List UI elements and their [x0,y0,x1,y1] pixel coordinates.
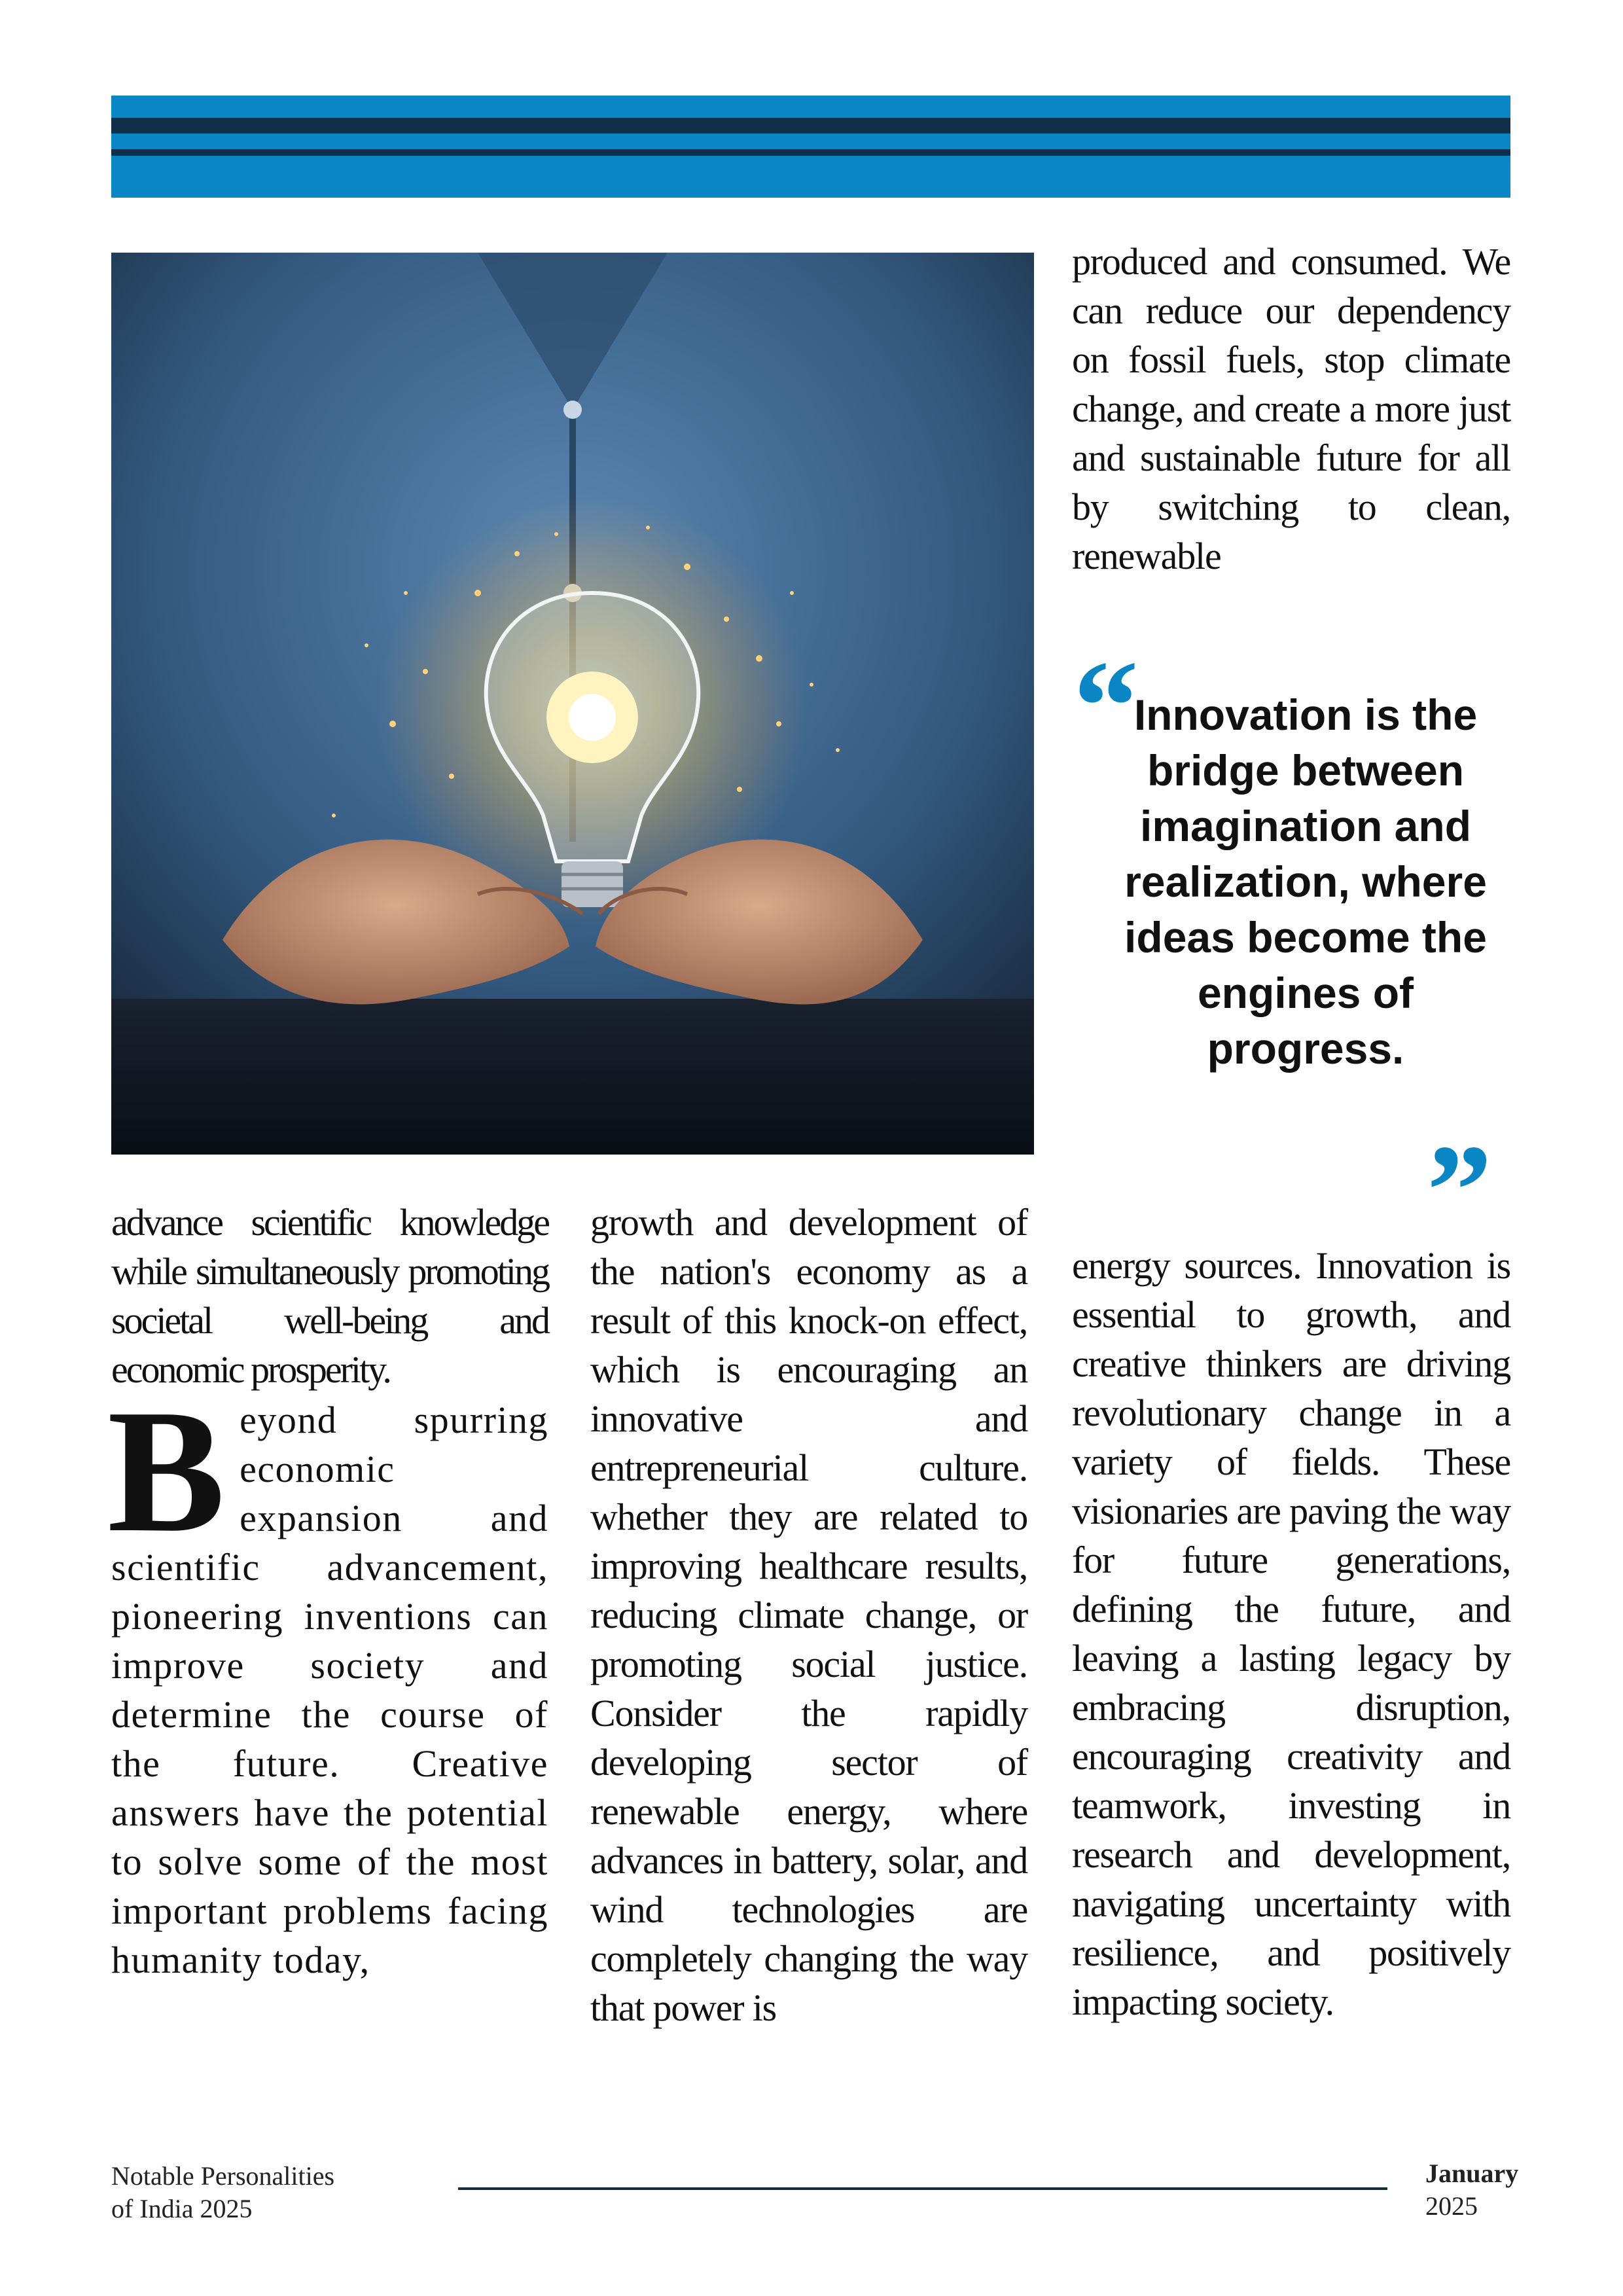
column-1-lead: advance scientific knowledge while simultaneously promoting societal well-being and economic prosperity. [111,1201,548,1391]
footer-year: 2025 [1425,2191,1478,2221]
column-2-text: growth and development of the nation's economy as a result of this knock-on effect, which is encouraging an innovative and entrepreneurial culture. whether they are related to improving healthcare results, reducing climate change, or promoting social justice. Consider the rapidly developing sector of renewable energy, where advances in battery, solar, and wind technologies are completely changing the way that power is [590,1201,1027,2029]
footer-date [1425,2157,1518,2223]
drop-cap: B [107,1373,226,1569]
header-band-bottom [111,156,1510,198]
header-stripe-dark [111,118,1510,134]
column-2 [590,1198,1027,2032]
lightbulb-illustration [111,253,1034,1155]
column-1-body-text: eyond spurring economic expansion and scientific advancement, pioneering inventions can improve society and determine the course of the future. Creative answers have the potential to solve some of the most important problems facing humanity today, [111,1399,548,1981]
header-band-middle [111,134,1510,149]
column-1-body [107,1373,548,1984]
header-band-top [111,96,1510,118]
close-quote-icon: ” [1427,1119,1492,1263]
header-stripe-dark-thin [111,149,1510,156]
pull-quote: Innovation is the bridge between imagination and realization, where ideas become the engines of progress. [1124,691,1487,1073]
column-3 [1072,1241,1510,2026]
footer-divider [458,2187,1387,2190]
column-right-top-text: produced and consumed. We can reduce our dependency on fossil fuels, stop climate change, and create a more just and sustainable future for all by switching to clean, renewable [1072,240,1510,577]
footer-publication [111,2160,334,2225]
lightbulb-photo [111,253,1034,1155]
column-1 [107,1198,548,1984]
footer-month: January [1425,2159,1519,2188]
open-quote-icon: “ [1073,634,1139,779]
footer-publication-line2: of India 2025 [111,2194,253,2223]
column-right-top [1072,237,1510,581]
footer-publication-line1: Notable Personalities [111,2161,335,2191]
column-3-text: energy sources. Innovation is essential to growth, and creative thinkers are driving revolutionary change in a variety of fields. These visionaries are paving the way for future generations, defining the future, and leaving a lasting legacy by embracing disruption, encouraging creativity and teamwork, investing in research and development, navigating uncertainty with resilience, and positively impacting society. [1072,1244,1510,2023]
